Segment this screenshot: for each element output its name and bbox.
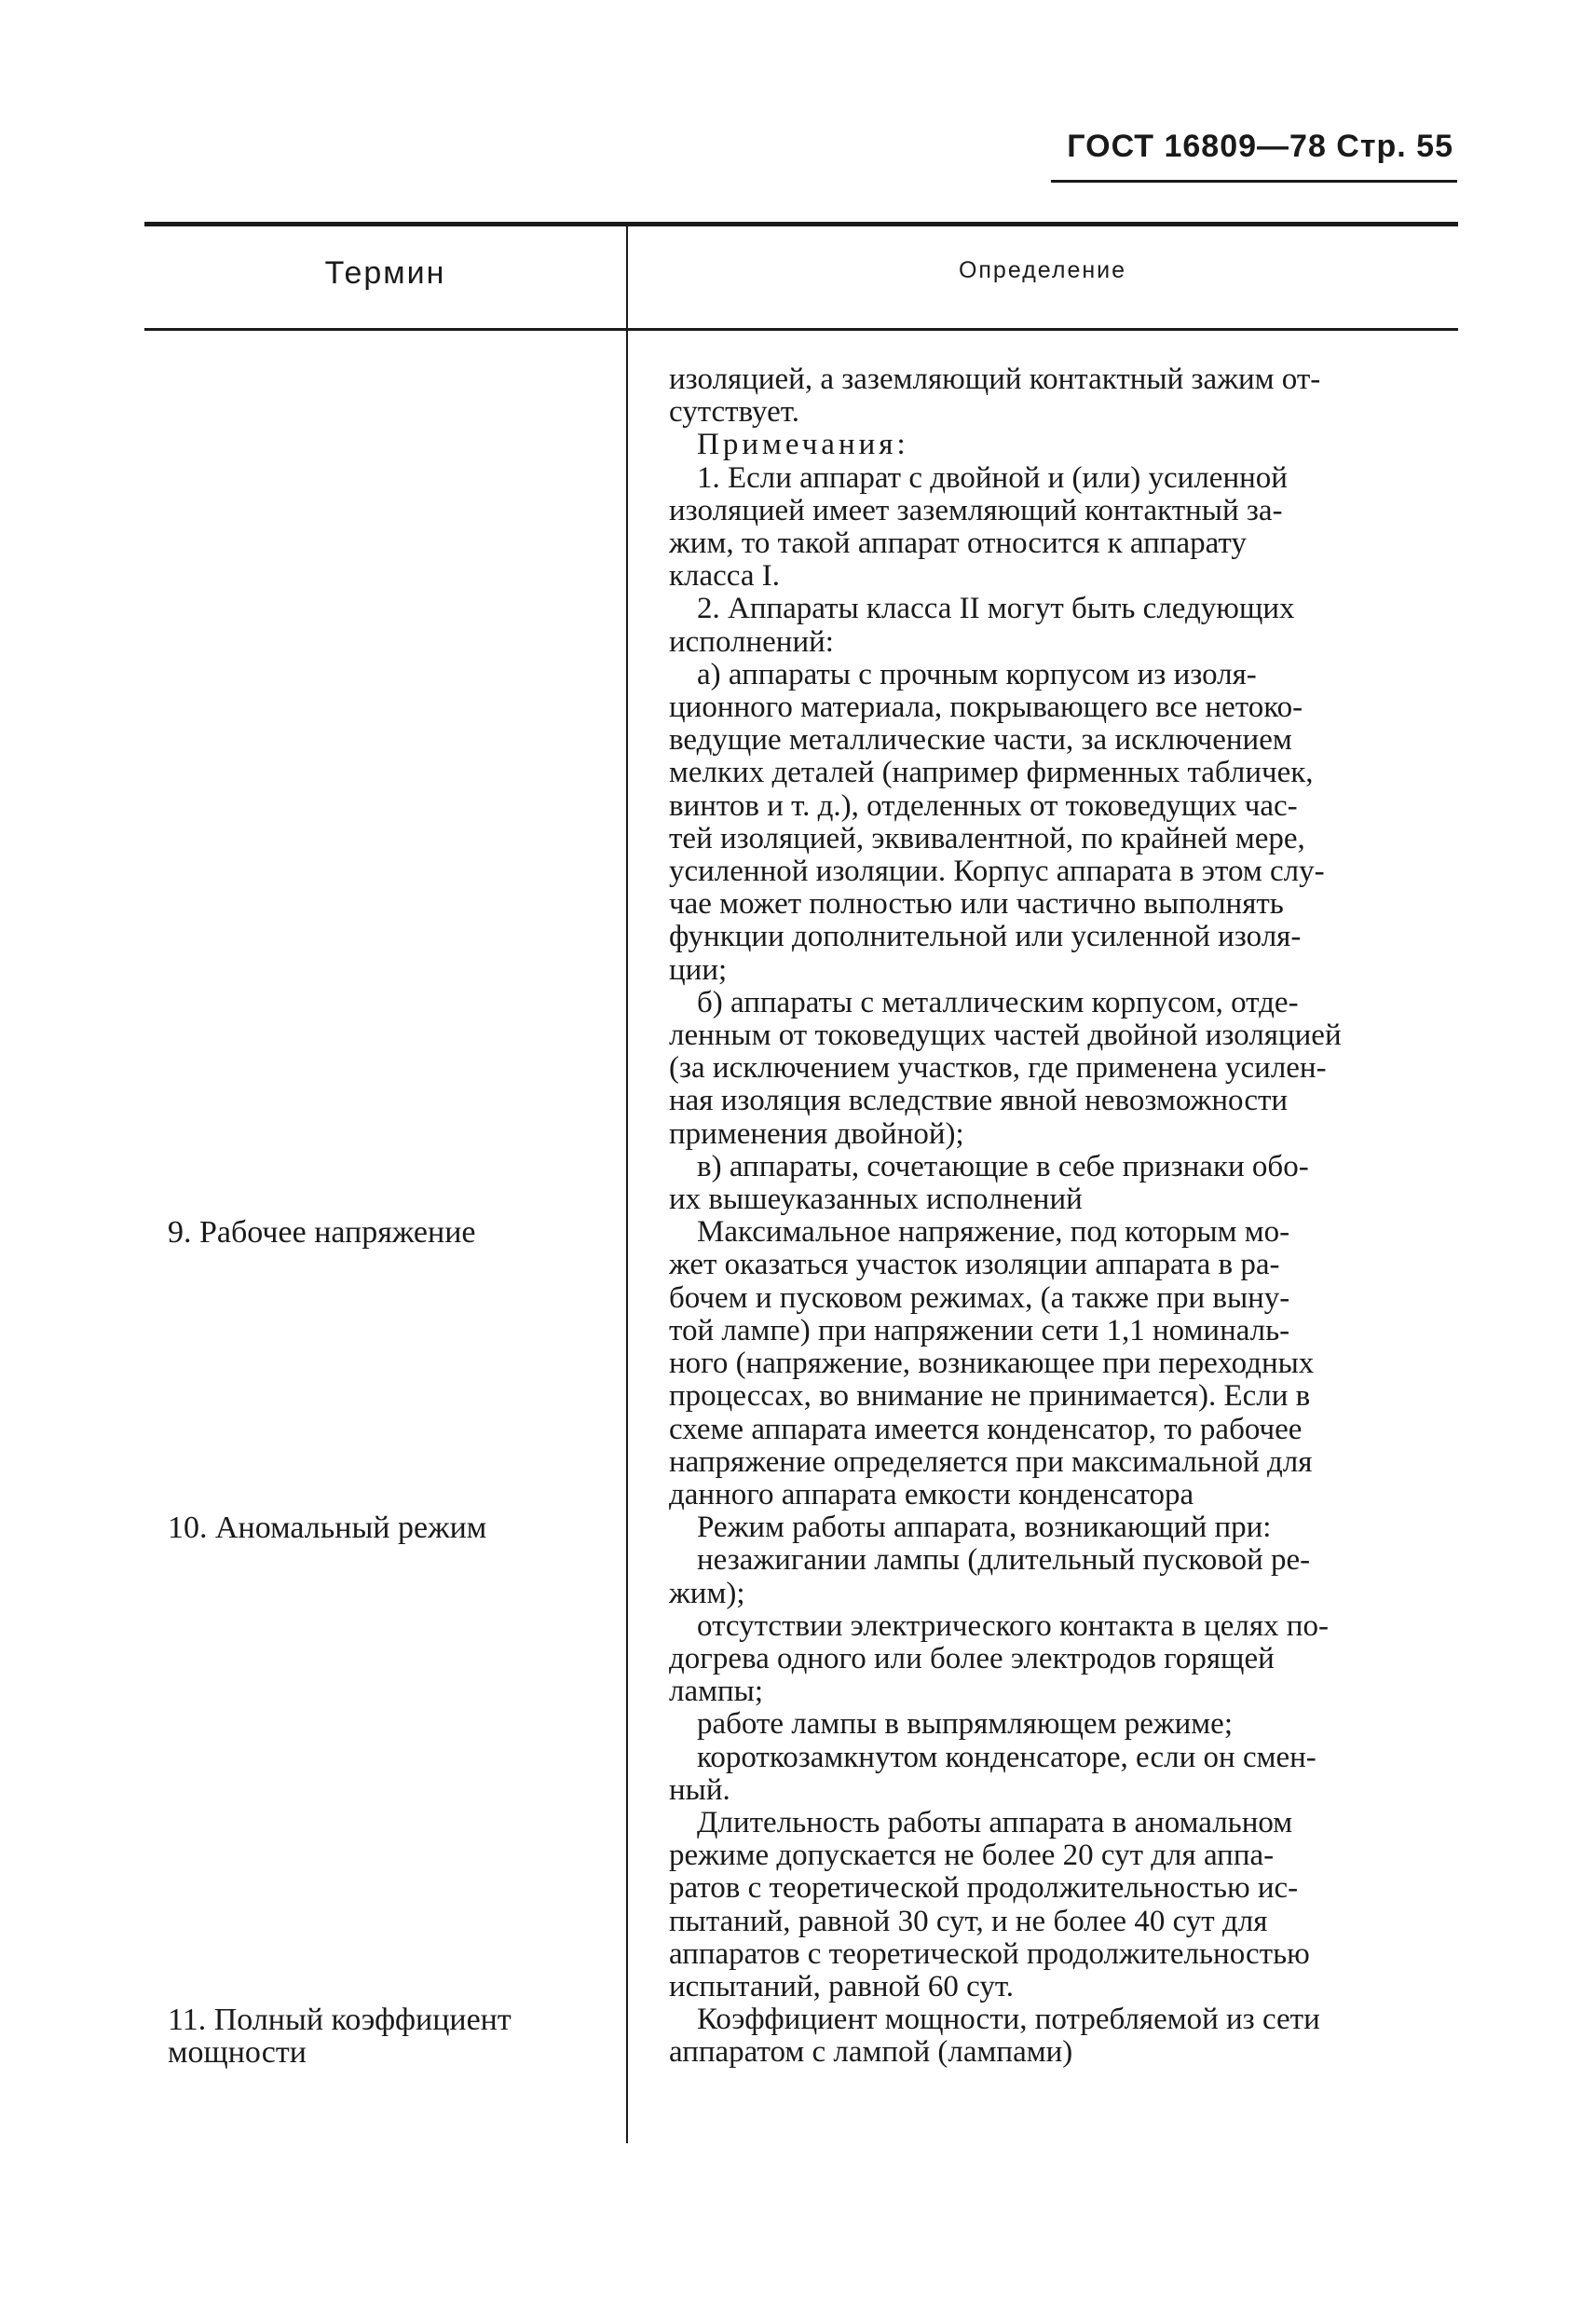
definition-line: жим); bbox=[669, 1576, 745, 1610]
term-entry: 9. Рабочее напряжение bbox=[168, 1215, 476, 1251]
definition-line: (за исключением участков, где применена усилен- bbox=[669, 1051, 1327, 1086]
definition-line: сутствует. bbox=[669, 395, 799, 430]
definition-line: догрева одного или более электродов горящей bbox=[669, 1641, 1275, 1675]
definition-line: ции; bbox=[669, 952, 728, 987]
definition-line: а) аппараты с прочным корпусом из изоля- bbox=[697, 657, 1257, 691]
definition-line: их вышеуказанных исполнений bbox=[669, 1183, 1083, 1217]
definition-line: 1. Если аппарат с двойной и (или) усиленной bbox=[697, 460, 1288, 495]
definition-line: той лампе) при напряжении сети 1,1 номиналь- bbox=[669, 1313, 1290, 1347]
definition-line: Длительность работы аппарата в аномальном bbox=[697, 1805, 1293, 1839]
column-header-definition: Определение bbox=[958, 257, 1127, 283]
term-entry: 10. Аномальный режим bbox=[168, 1511, 487, 1545]
definition-line: аппаратов с теоретической продолжительностью bbox=[669, 1936, 1310, 1971]
definition-line: Максимальное напряжение, под которым мо- bbox=[697, 1215, 1290, 1250]
definition-line: усиленной изоляции. Корпус аппарата в этом слу- bbox=[669, 855, 1325, 889]
definition-line: Примечания: bbox=[697, 428, 909, 462]
table-header-rule bbox=[144, 328, 1458, 331]
definition-line: жет оказаться участок изоляции аппарата в ра- bbox=[669, 1248, 1280, 1282]
definition-line: ный. bbox=[669, 1772, 730, 1807]
definition-line: класса I. bbox=[669, 559, 780, 594]
table-top-rule bbox=[144, 222, 1458, 226]
definition-line: ционного материала, покрывающего все нетоко- bbox=[669, 691, 1303, 725]
definition-line: винтов и т. д.), отделенных от токоведущих час- bbox=[669, 788, 1298, 823]
definition-line: ная изоляция вследствие явной невозможности bbox=[669, 1084, 1289, 1118]
definition-line: ленным от токоведущих частей двойной изоляцией bbox=[669, 1019, 1342, 1053]
definition-line: ведущие металлические части, за исключением bbox=[669, 723, 1292, 758]
definition-line: Режим работы аппарата, возникающий при: bbox=[697, 1511, 1272, 1545]
definition-line: применения двойной); bbox=[669, 1116, 964, 1151]
definition-line: 2. Аппараты класса II могут быть следующих bbox=[697, 592, 1295, 626]
definition-line: бочем и пусковом режимах, (а также при выну- bbox=[669, 1280, 1290, 1315]
page-header: ГОСТ 16809—78 Стр. 55 bbox=[1067, 129, 1453, 164]
definition-line: функции дополнительной или усиленной изоля- bbox=[669, 920, 1302, 954]
definition-line: исполнений: bbox=[669, 624, 834, 659]
definition-line: незажигании лампы (длительный пусковой ре- bbox=[697, 1543, 1311, 1578]
definition-line: отсутствии электрического контакта в целях по- bbox=[697, 1608, 1329, 1643]
definition-line: лампы; bbox=[669, 1675, 763, 1709]
header-underline bbox=[1051, 180, 1457, 183]
definition-line: Коэффициент мощности, потребляемой из сети bbox=[697, 2003, 1320, 2037]
definition-line: жим, то такой аппарат относится к аппарату bbox=[669, 526, 1247, 561]
definition-line: пытаний, равной 30 сут, и не более 40 сут для bbox=[669, 1904, 1268, 1938]
definition-line: б) аппараты с металлическим корпусом, отде- bbox=[697, 985, 1299, 1019]
definition-line: аппаратом с лампой (лампами) bbox=[669, 2035, 1073, 2070]
definition-line: режиме допускается не более 20 сут для аппа- bbox=[669, 1839, 1275, 1873]
definition-line: ного (напряжение, возникающее при переходных bbox=[669, 1347, 1315, 1381]
definition-line: изоляцией, а заземляющий контактный зажим от- bbox=[669, 362, 1321, 396]
definition-line: испытаний, равной 60 сут. bbox=[669, 1969, 1015, 2003]
column-header-term: Термин bbox=[324, 255, 446, 291]
definition-column bbox=[669, 363, 1466, 2070]
definition-line: изоляцией имеет заземляющий контактный за- bbox=[669, 493, 1283, 527]
definition-line: в) аппараты, сочетающие в себе признаки обо- bbox=[697, 1149, 1309, 1183]
definition-line: схеме аппарата имеется конденсатор, то рабочее bbox=[669, 1412, 1303, 1446]
definition-line: мелких деталей (например фирменных табличек, bbox=[669, 756, 1314, 790]
definition-line: работе лампы в выпрямляющем режиме; bbox=[697, 1707, 1234, 1742]
definition-line: ратов с теоретической продолжительностью ис- bbox=[669, 1871, 1299, 1906]
definition-line: тей изоляцией, эквивалентной, по крайней мере, bbox=[669, 821, 1305, 855]
definition-line: процессах, во внимание не принимается). Если в bbox=[669, 1379, 1311, 1414]
definition-line: данного аппарата емкости конденсатора bbox=[669, 1477, 1194, 1511]
definition-line: напряжение определяется при максимальной для bbox=[669, 1444, 1313, 1479]
definition-line: чае может полностью или частично выполнять bbox=[669, 887, 1284, 922]
term-entry: 11. Полный коэффициент мощности bbox=[168, 2003, 512, 2070]
definition-line: короткозамкнутом конденсаторе, если он смен- bbox=[697, 1740, 1316, 1774]
